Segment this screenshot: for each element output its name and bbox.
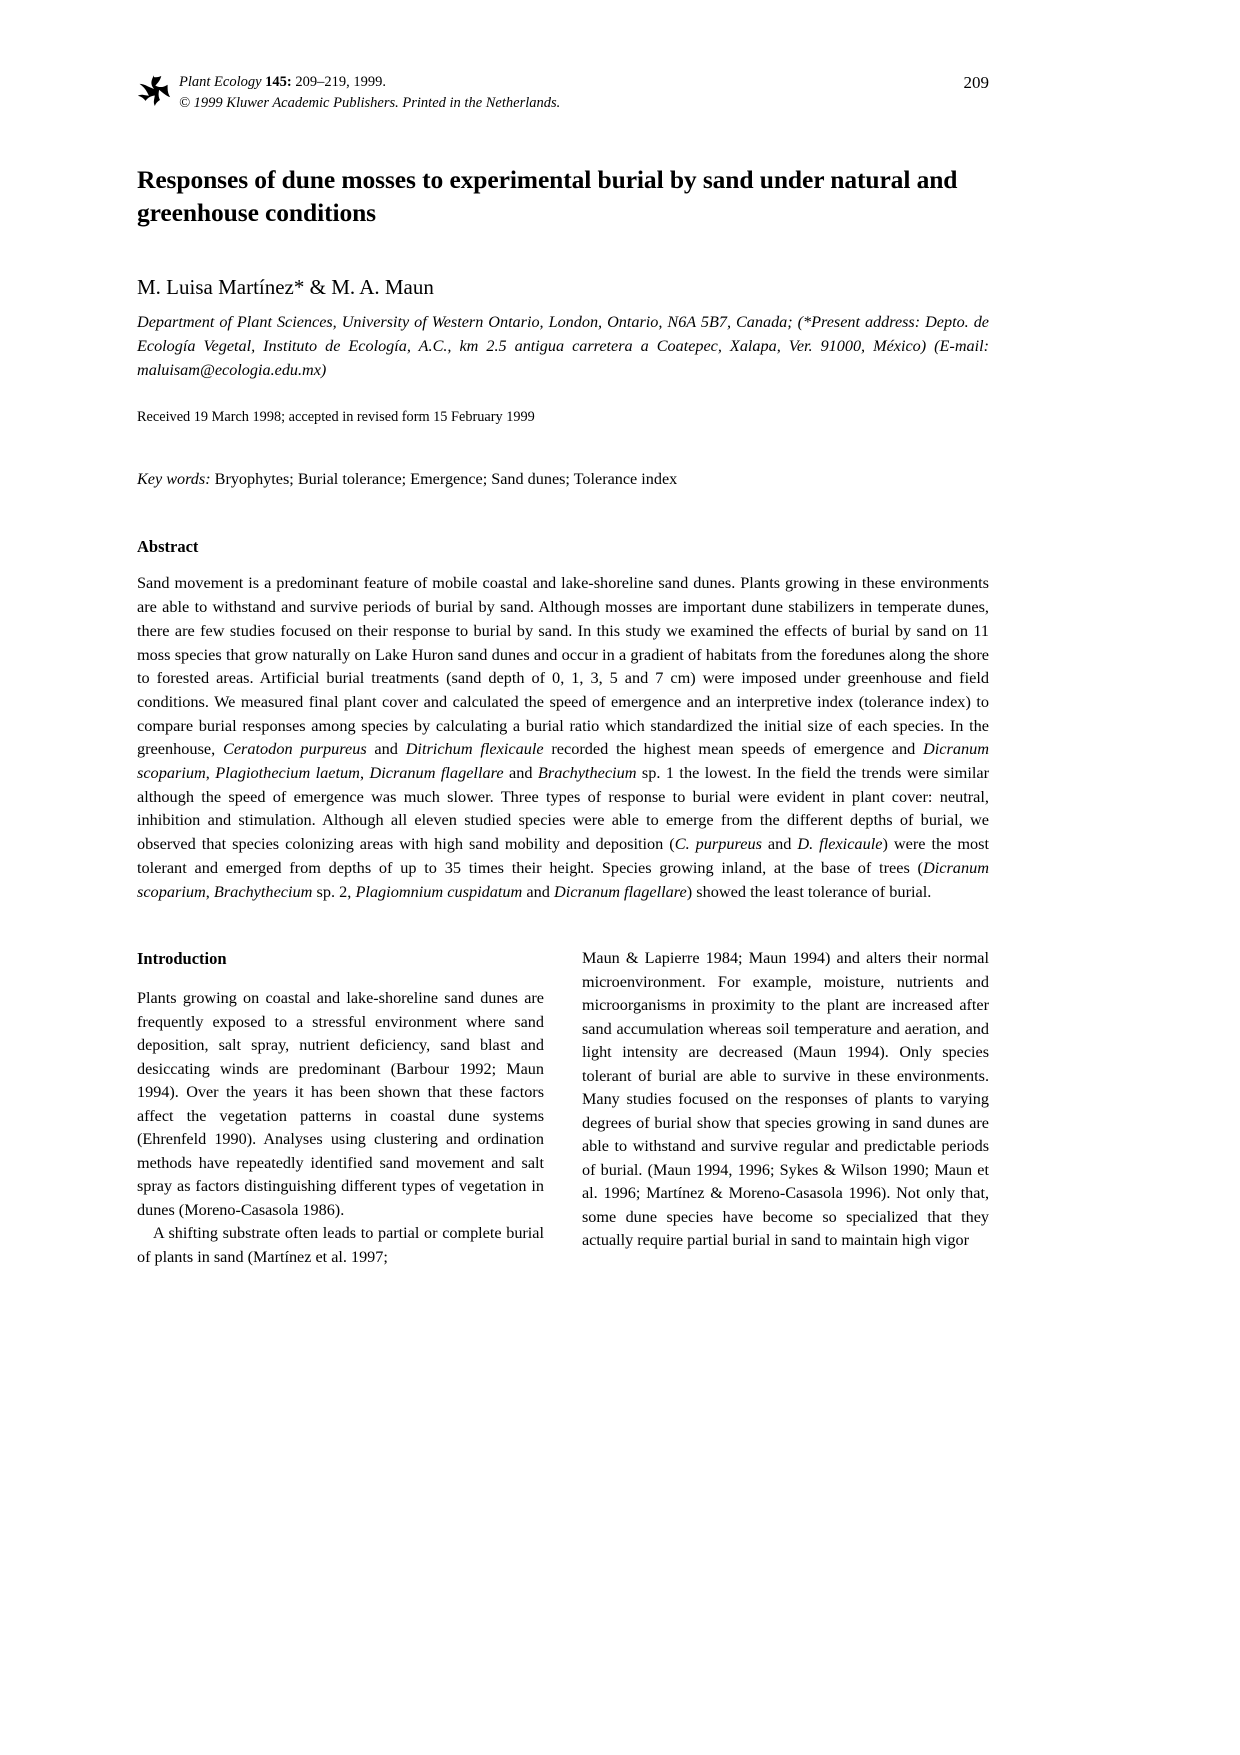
page-title: Responses of dune mosses to experimental burial by sand under natural and greenhouse conditions (137, 165, 958, 227)
journal-citation-line (179, 72, 989, 93)
received-dates: Received 19 March 1998; accepted in revised form 15 February 1999 (137, 409, 535, 426)
journal-volume: 145: (265, 74, 292, 90)
journal-citation (179, 70, 989, 114)
author-list: M. Luisa Martínez* & M. A. Maun (137, 275, 434, 300)
abstract-body: Sand movement is a predominant feature of mobile coastal and lake-shoreline sand dunes. Plants growing in these environments are able to withstand and survive periods of burial by sand. Although mosses are important dune stabilizers in temperate dunes, there are few studies focused on their response to burial by sand. In this study we examined the effects of burial by sand on 11 moss species that grow naturally on Lake Huron sand dunes and occur in a gradient of habitats from the foredunes along the shore to forested areas. Artificial burial treatments (sand depth of 0, 1, 3, 5 and 7 cm) were imposed under greenhouse and field conditions. We measured final plant cover and calculated the speed of emergence and an interpretive index (tolerance index) to compare burial responses among species by calculating a burial ratio which standardized the initial size of each species. In the greenhouse, Ceratodon purpureus and Ditrichum flexicaule recorded the highest mean speeds of emergence and Dicranum scoparium, Plagiothecium laetum, Dicranum flagellare and Brachythecium sp. 1 the lowest. In the field the trends were similar although the speed of emergence was much slower. Three types of response to burial were evident in plant cover: neutral, inhibition and stimulation. Although all eleven studied species were able to emerge from the different depths of burial, we observed that species colonizing areas with high sand mobility and deposition (C. purpureus and D. flexicaule) were the most tolerant and emerged from depths of up to 35 times their height. Species growing inland, at the base of trees (Dicranum scoparium, Brachythecium sp. 2, Plagiomnium cuspidatum and Dicranum flagellare) showed the least tolerance of burial. (137, 573, 990, 901)
abstract-text (137, 571, 989, 903)
publisher-line: © 1999 Kluwer Academic Publishers. Printed in the Netherlands. (179, 95, 561, 112)
page-content (137, 70, 989, 1269)
author-affiliation: Department of Plant Sciences, University of Western Ontario, London, Ontario, N6A 5B7, Canada; (*Present address: Depto. de Ecología Vegetal, Instituto de Ecología, A.C., km 2.5 antigua carretera a Coatepec, Xalapa, Ver. 91000, México) (E-mail: maluisam@ecologia.edu.mx) (137, 312, 989, 380)
body-columns (137, 947, 989, 1269)
keywords-label: Key words: (137, 470, 211, 489)
journal-pages-year: 209–219, 1999. (295, 74, 387, 90)
keywords (137, 470, 989, 489)
body-column-left (137, 947, 544, 1269)
journal-header (137, 70, 989, 116)
body-column-right (582, 947, 989, 1269)
intro-paragraph-2: A shifting substrate often leads to partial or complete burial of plants in sand (Martínez et al. 1997; (137, 1224, 544, 1266)
kluwer-publisher-logo-icon (137, 72, 171, 106)
keywords-value: Bryophytes; Burial tolerance; Emergence; Sand dunes; Tolerance index (214, 470, 678, 489)
intro-paragraph-3: Maun & Lapierre 1984; Maun 1994) and alters their normal microenvironment. For example, moisture, nutrients and microorganisms in proximity to the plant are increased after sand accumulation whereas soil temperature and aeration, and light intensity are decreased (Maun 1994). Only species tolerant of burial are able to survive in these environments. Many studies focused on the responses of plants to varying degrees of burial show that species growing in sand dunes are able to withstand and survive regular and predictable periods of burial. (Maun 1994, 1996; Sykes & Wilson 1990; Maun et al. 1996; Martínez & Moreno-Casasola 1996). Not only that, some dune species have become so specialized that they actually require partial burial in sand to maintain high vigor (582, 949, 989, 1250)
page-number: 209 (963, 73, 989, 92)
abstract-heading: Abstract (137, 537, 199, 557)
journal-name: Plant Ecology (179, 74, 262, 90)
introduction-heading: Introduction (137, 949, 227, 969)
intro-paragraph-1: Plants growing on coastal and lake-shoreline sand dunes are frequently exposed to a stressful environment where sand deposition, salt spray, nutrient deficiency, sand blast and desiccating winds are predominant (Barbour 1992; Maun 1994). Over the years it has been shown that these factors affect the vegetation patterns in coastal dune systems (Ehrenfeld 1990). Analyses using clustering and ordination methods have repeatedly identified sand movement and salt spray as factors distinguishing different types of vegetation in dunes (Moreno-Casasola 1986). (137, 989, 544, 1219)
